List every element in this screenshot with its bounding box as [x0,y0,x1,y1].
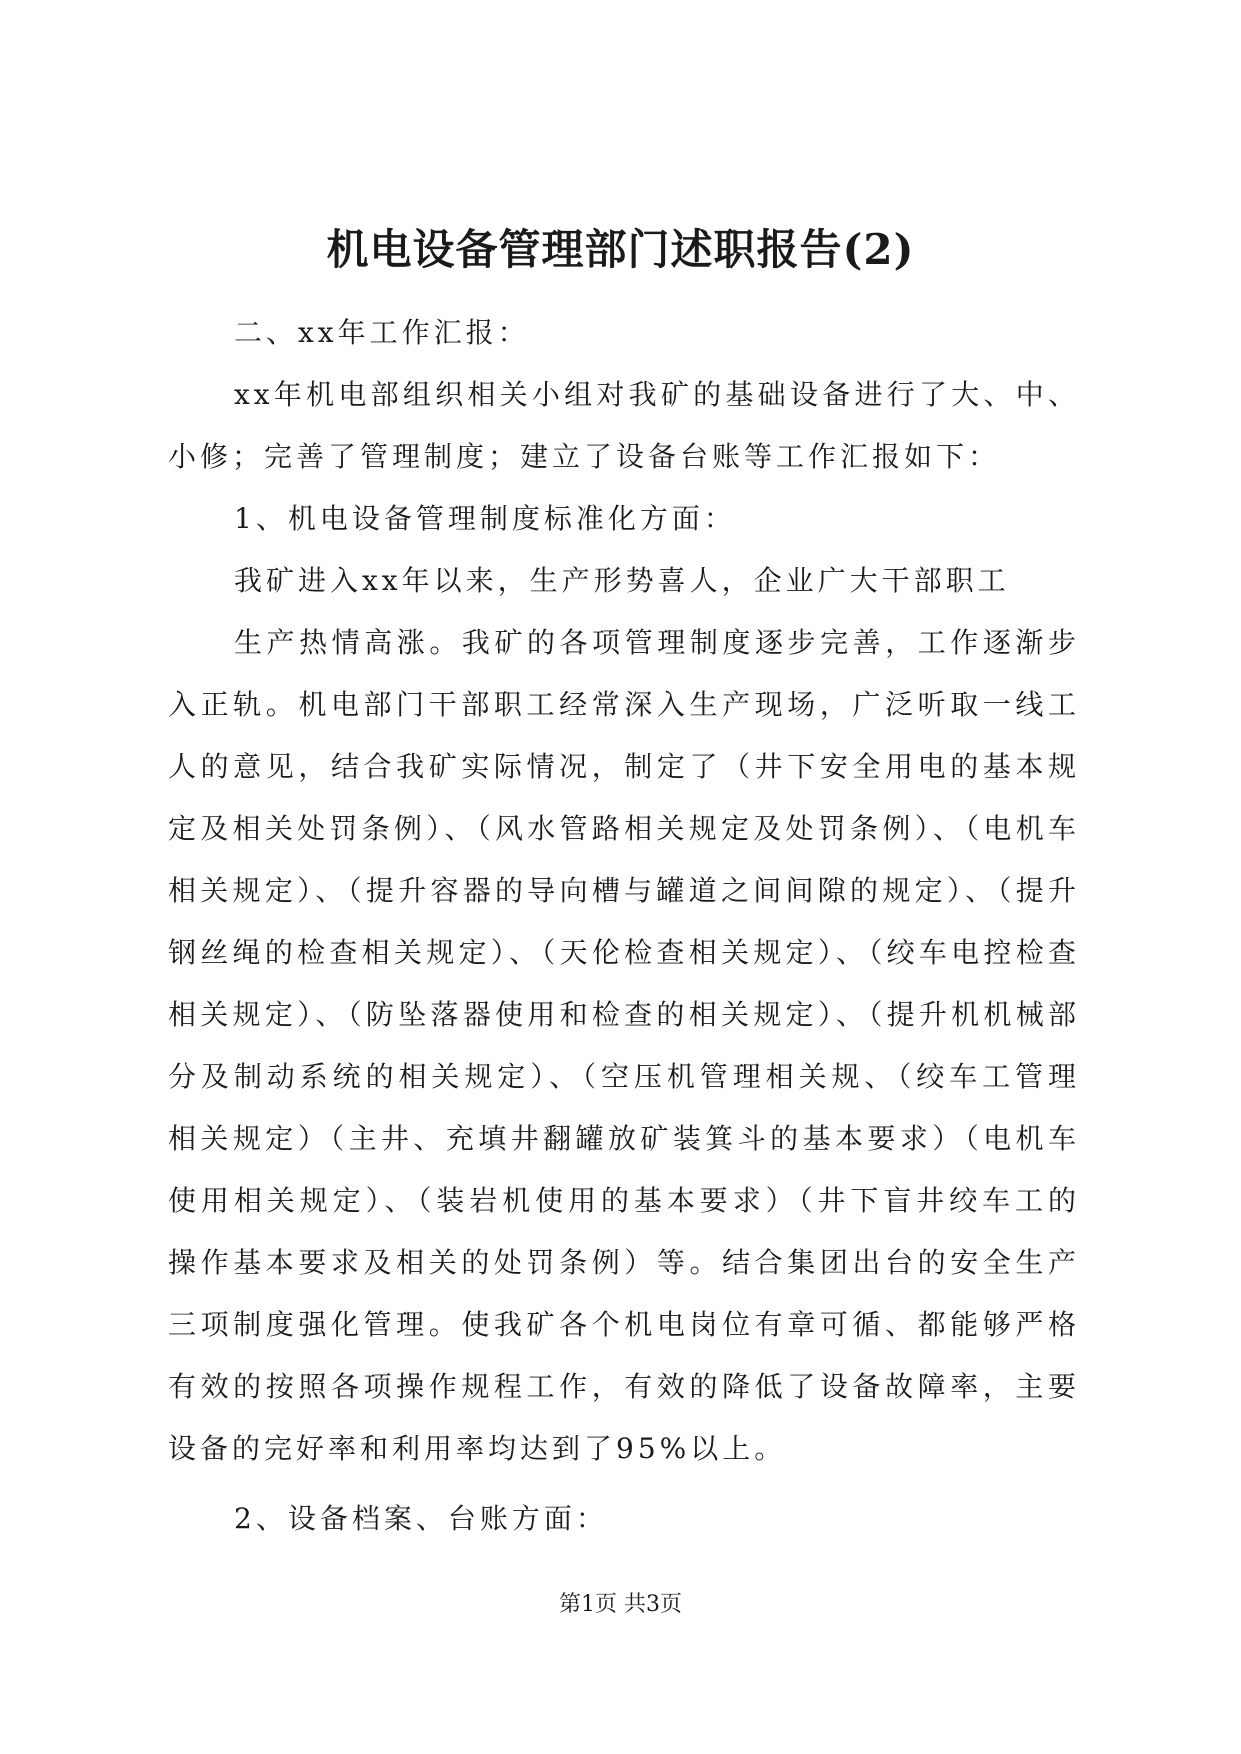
document-body [168,302,1080,1550]
body-paragraph: xx年机电部组织相关小组对我矿的基础设备进行了大、中、小修；完善了管理制度；建立了设备台账等工作汇报如下： [168,378,1080,473]
body-paragraph: 生产热情高涨。我矿的各项管理制度逐步完善，工作逐渐步入正轨。机电部门干部职工经常深入生产现场，广泛听取一线工人的意见，结合我矿实际情况，制定了（井下安全用电的基本规定及相关处罚条例）、（风水管路相关规定及处罚条例）、（电机车相关规定）、（提升容器的导向槽与罐道之间间隙的规定）、（提升钢丝绳的检查相关规定）、（天伦检查相关规定）、（绞车电控检查相关规定）、（防坠落器使用和检查的相关规定）、（提升机机械部分及制动系统的相关规定）、（空压机管理相关规、（绞车工管理相关规定）（主井、充填井翻罐放矿装箕斗的基本要求）（电机车使用相关规定）、（装岩机使用的基本要求）（井下盲井绞车工的操作基本要求及相关的处罚条例）等。结合集团出台的安全生产三项制度强化管理。使我矿各个机电岗位有章可循、都能够严格有效的按照各项操作规程工作，有效的降低了设备故障率，主要设备的完好率和利用率均达到了95%以上。 [168,626,1080,1465]
body-paragraph: 我矿进入xx年以来，生产形势喜人，企业广大干部职工 [234,564,1010,597]
subsection-heading: 2、设备档案、台账方面： [234,1502,608,1535]
section-heading: 二、xx年工作汇报： [234,316,530,349]
document-title: 机电设备管理部门述职报告(2) [326,225,915,274]
page-number: 第1页 共3页 [559,1592,682,1617]
subsection-heading: 1、机电设备管理制度标准化方面： [234,502,736,535]
